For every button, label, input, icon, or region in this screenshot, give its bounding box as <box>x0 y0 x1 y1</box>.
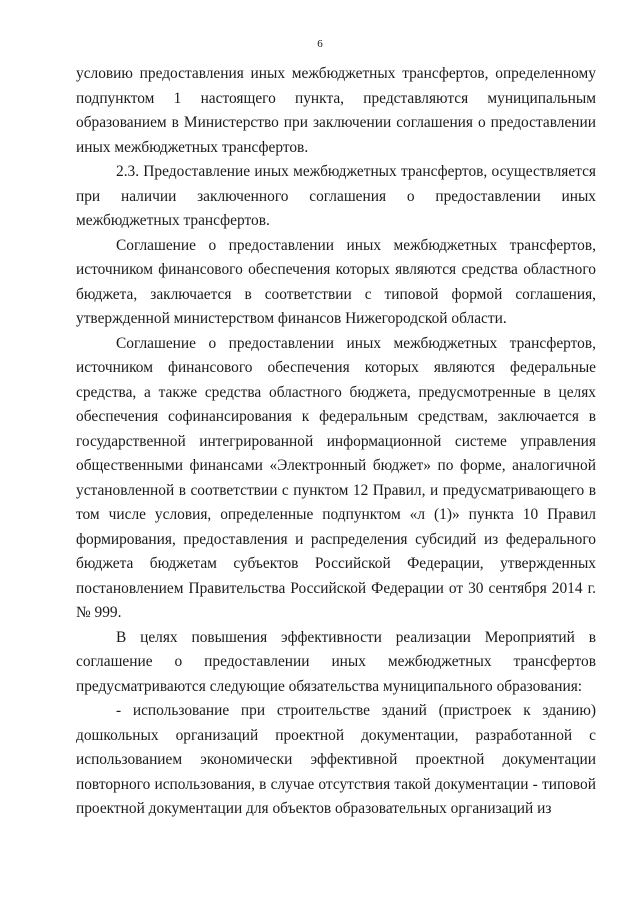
paragraph-regional-agreement: Соглашение о предоставлении иных межбюджетных трансфертов, источником финансового обеспечения которых являются средства областного бюджета, заключается в соответствии с типовой формой соглашения, утвержденной министерством финансов Нижегородской области. <box>76 236 596 327</box>
paragraph-2-3: 2.3. Предоставление иных межбюджетных трансфертов, осуществляется при наличии заключенного соглашения о предоставлении иных межбюджетных трансфертов. <box>76 163 596 229</box>
document-body <box>76 62 596 822</box>
paragraph-continuation: условию предоставления иных межбюджетных трансфертов, определенному подпунктом 1 настоящего пункта, представляются муниципальным образованием в Министерство при заключении соглашения о предоставлении иных межбюджетных трансфертов. <box>76 65 596 156</box>
paragraph-federal-agreement: Соглашение о предоставлении иных межбюджетных трансфертов, источником финансового обеспечения которых являются федеральные средства, а также средства областного бюджета, предусмотренные в целях обеспечения софинансирования к федеральным средствам, заключается в государственной интегрированной информационной системе управления общественными финансами «Электронный бюджет» по форме, аналогичной установленной в соответствии с пунктом 12 Правил, и предусматривающего в том числе условия, определенные подпунктом «л (1)» пункта 10 Правил формирования, предоставления и распределения субсидий из федерального бюджета бюджетам субъектов Российской Федерации, утвержденных постановлением Правительства Российской Федерации от 30 сентября 2014 г. № 999. <box>76 334 596 621</box>
paragraph-obligations: В целях повышения эффективности реализации Мероприятий в соглашение о предоставлении иных межбюджетных трансфертов предусматриваются следующие обязательства муниципального образования: <box>76 628 596 695</box>
paragraph-obligation-item: - использование при строительстве зданий (пристроек к зданию) дошкольных организаций проектной документации, разработанной с использованием экономически эффективной проектной документации повторного использования, в случае отсутствия такой документации - типовой проектной документации для объектов образовательных организаций из <box>76 702 596 817</box>
page-number: 6 <box>317 38 323 50</box>
